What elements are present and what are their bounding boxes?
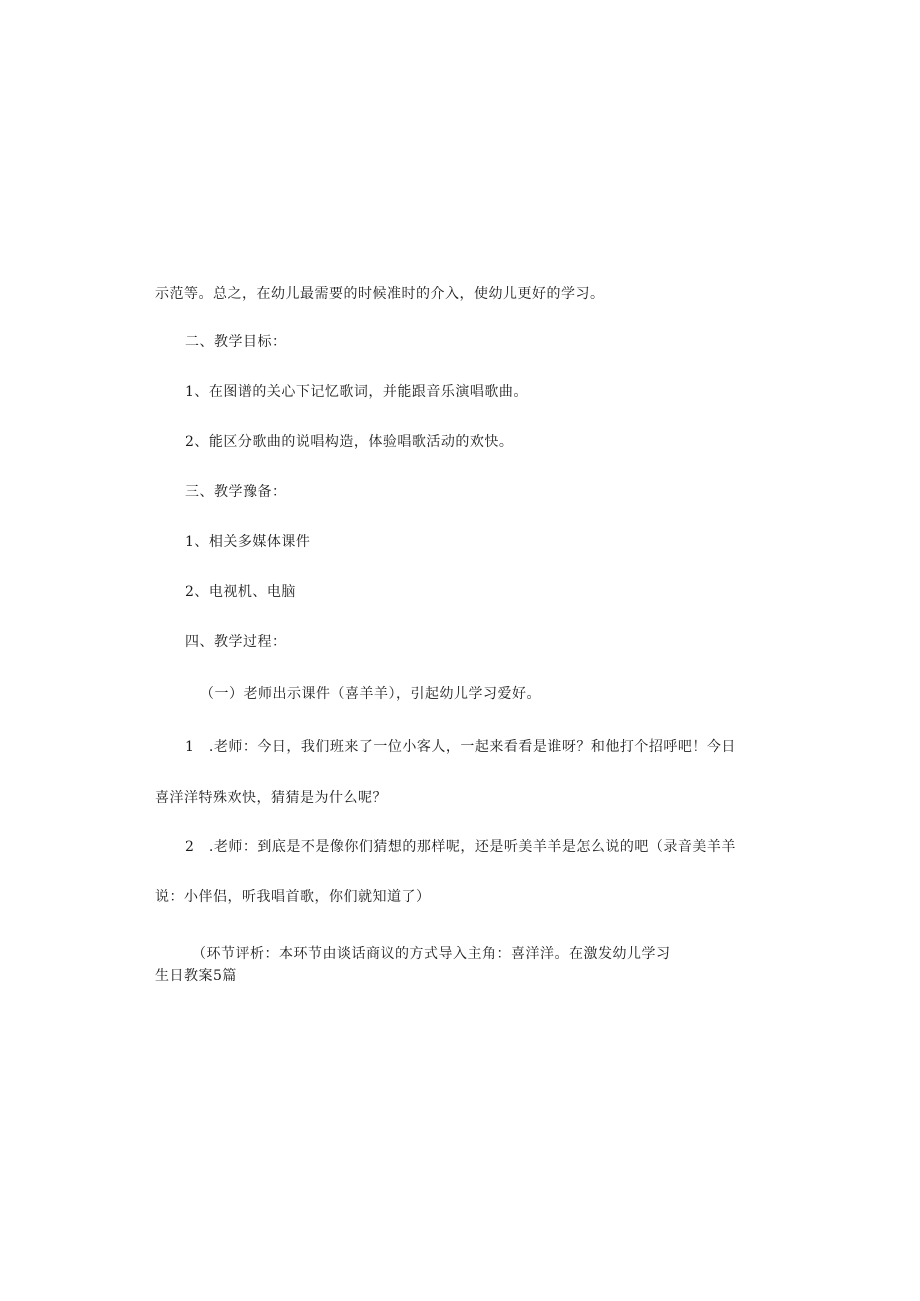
section-heading: 二、教学目标：	[185, 334, 287, 350]
paragraph-line: 2 .老师：到底是不是像你们猜想的那样呢，还是听美羊羊是怎么说的吧（录音美羊羊	[185, 839, 736, 855]
list-item: 2、能区分歌曲的说唱构造，体验唱歌活动的欢快。	[185, 434, 514, 450]
paragraph-line: （环节评析：本环节由谈话商议的方式导入主角：喜洋洋。在激发幼儿学习	[192, 946, 671, 962]
paragraph-line: 说：小伴侣，听我唱首歌，你们就知道了）	[155, 889, 431, 905]
list-item: 2、电视机、电脑	[185, 584, 296, 600]
paragraph-line: 1 .老师：今日，我们班来了一位小客人，一起来看看是谁呀？和他打个招呼吧！今日	[185, 739, 736, 755]
sub-heading: （一）老师出示课件（喜羊羊），引起幼儿学习爱好。	[200, 686, 541, 702]
document-title-fragment: 生日教案5篇	[155, 968, 237, 984]
section-heading: 四、教学过程：	[185, 634, 287, 650]
section-heading: 三、教学豫备：	[185, 484, 287, 500]
list-item: 1、相关多媒体课件	[185, 534, 311, 550]
paragraph-line: 示范等。总之，在幼儿最需要的时候准时的介入，使幼儿更好的学习。	[155, 286, 605, 302]
list-item: 1、在图谱的关心下记忆歌词，并能跟音乐演唱歌曲。	[185, 384, 528, 400]
paragraph-line: 喜洋洋特殊欢快，猜猜是为什么呢？	[155, 790, 387, 806]
